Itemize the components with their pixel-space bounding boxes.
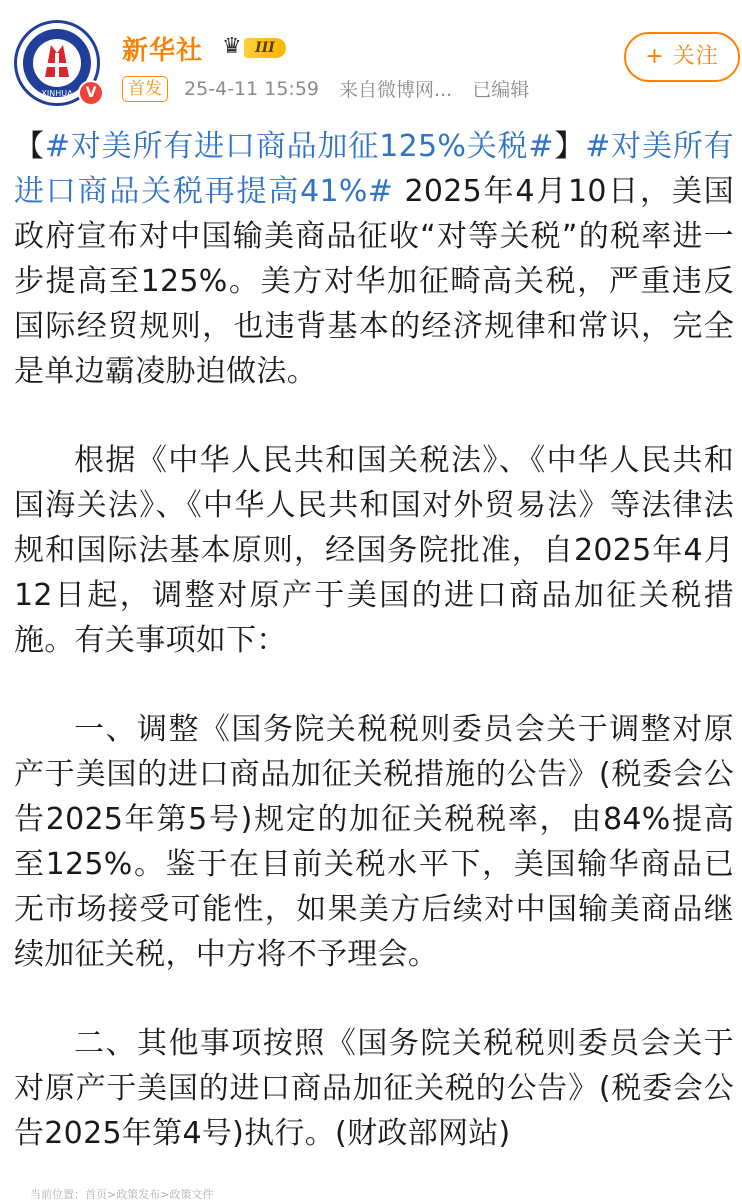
post-time: 25-4-11 15:59 (184, 77, 319, 100)
post-paragraph-3: 一、调整《国务院关税税则委员会关于调整对原产于美国的进口商品加征关税措施的公告》(税委会公告2025年第5号)规定的加征关税税率，由84%提高至125%。鉴于在目前关税水平下，美国输华商品已无市场接受可能性，如果美方后续对中国输美商品继续加征关税，中方将不予理会。 (14, 712, 734, 972)
post-source[interactable]: 来自微博网... (339, 79, 453, 101)
edited-label[interactable]: 已编辑 (472, 79, 530, 101)
verified-icon: V (78, 80, 104, 106)
account-name[interactable]: 新华社 (122, 36, 204, 66)
bracket-close: 】 (553, 129, 586, 164)
first-post-tag: 首发 (122, 76, 168, 102)
post-paragraph-2: 根据《中华人民共和国关税法》、《中华人民共和国海关法》、《中华人民共和国对外贸易法》等法律法规和国际法基本原则，经国务院批准，自2025年4月12日起，调整对原产于美国的进口商品加征关税措施。有关事项如下： (14, 443, 734, 658)
hashtag-link[interactable]: #对美所有进口商品加征125%关税# (44, 129, 554, 164)
vip-badge[interactable] (222, 34, 286, 62)
paragraph-text: 2025年4月10日，美国政府宣布对中国输美商品征收“对等关税”的税率进一步提高至125%。美方对华加征畸高关税，严重违反国际经贸规则，也违背基本的经济规律和常识，完全是单边霸凌胁迫做法。 (14, 174, 734, 389)
post-paragraph-4: 二、其他事项按照《国务院关税税则委员会关于对原产于美国的进口商品加征关税的公告》(税委会公告2025年第4号)执行。(财政部网站) (14, 1026, 734, 1151)
post-header (0, 0, 742, 115)
source-breadcrumb: 当前位置：首页>政策发布>政策文件 (30, 1188, 214, 1201)
bracket-open: 【 (14, 129, 45, 164)
post-paragraph-1 (14, 124, 734, 394)
crown-icon: ♛ (222, 34, 242, 59)
post-content (14, 124, 734, 1156)
follow-button[interactable]: + 关注 (624, 32, 740, 82)
svg-text:XINHUA: XINHUA (41, 89, 73, 98)
hashtag-link[interactable]: #对美所有进口商品关税再提高41%# (14, 129, 734, 209)
vip-level: III (244, 38, 286, 58)
post-meta (122, 75, 529, 103)
